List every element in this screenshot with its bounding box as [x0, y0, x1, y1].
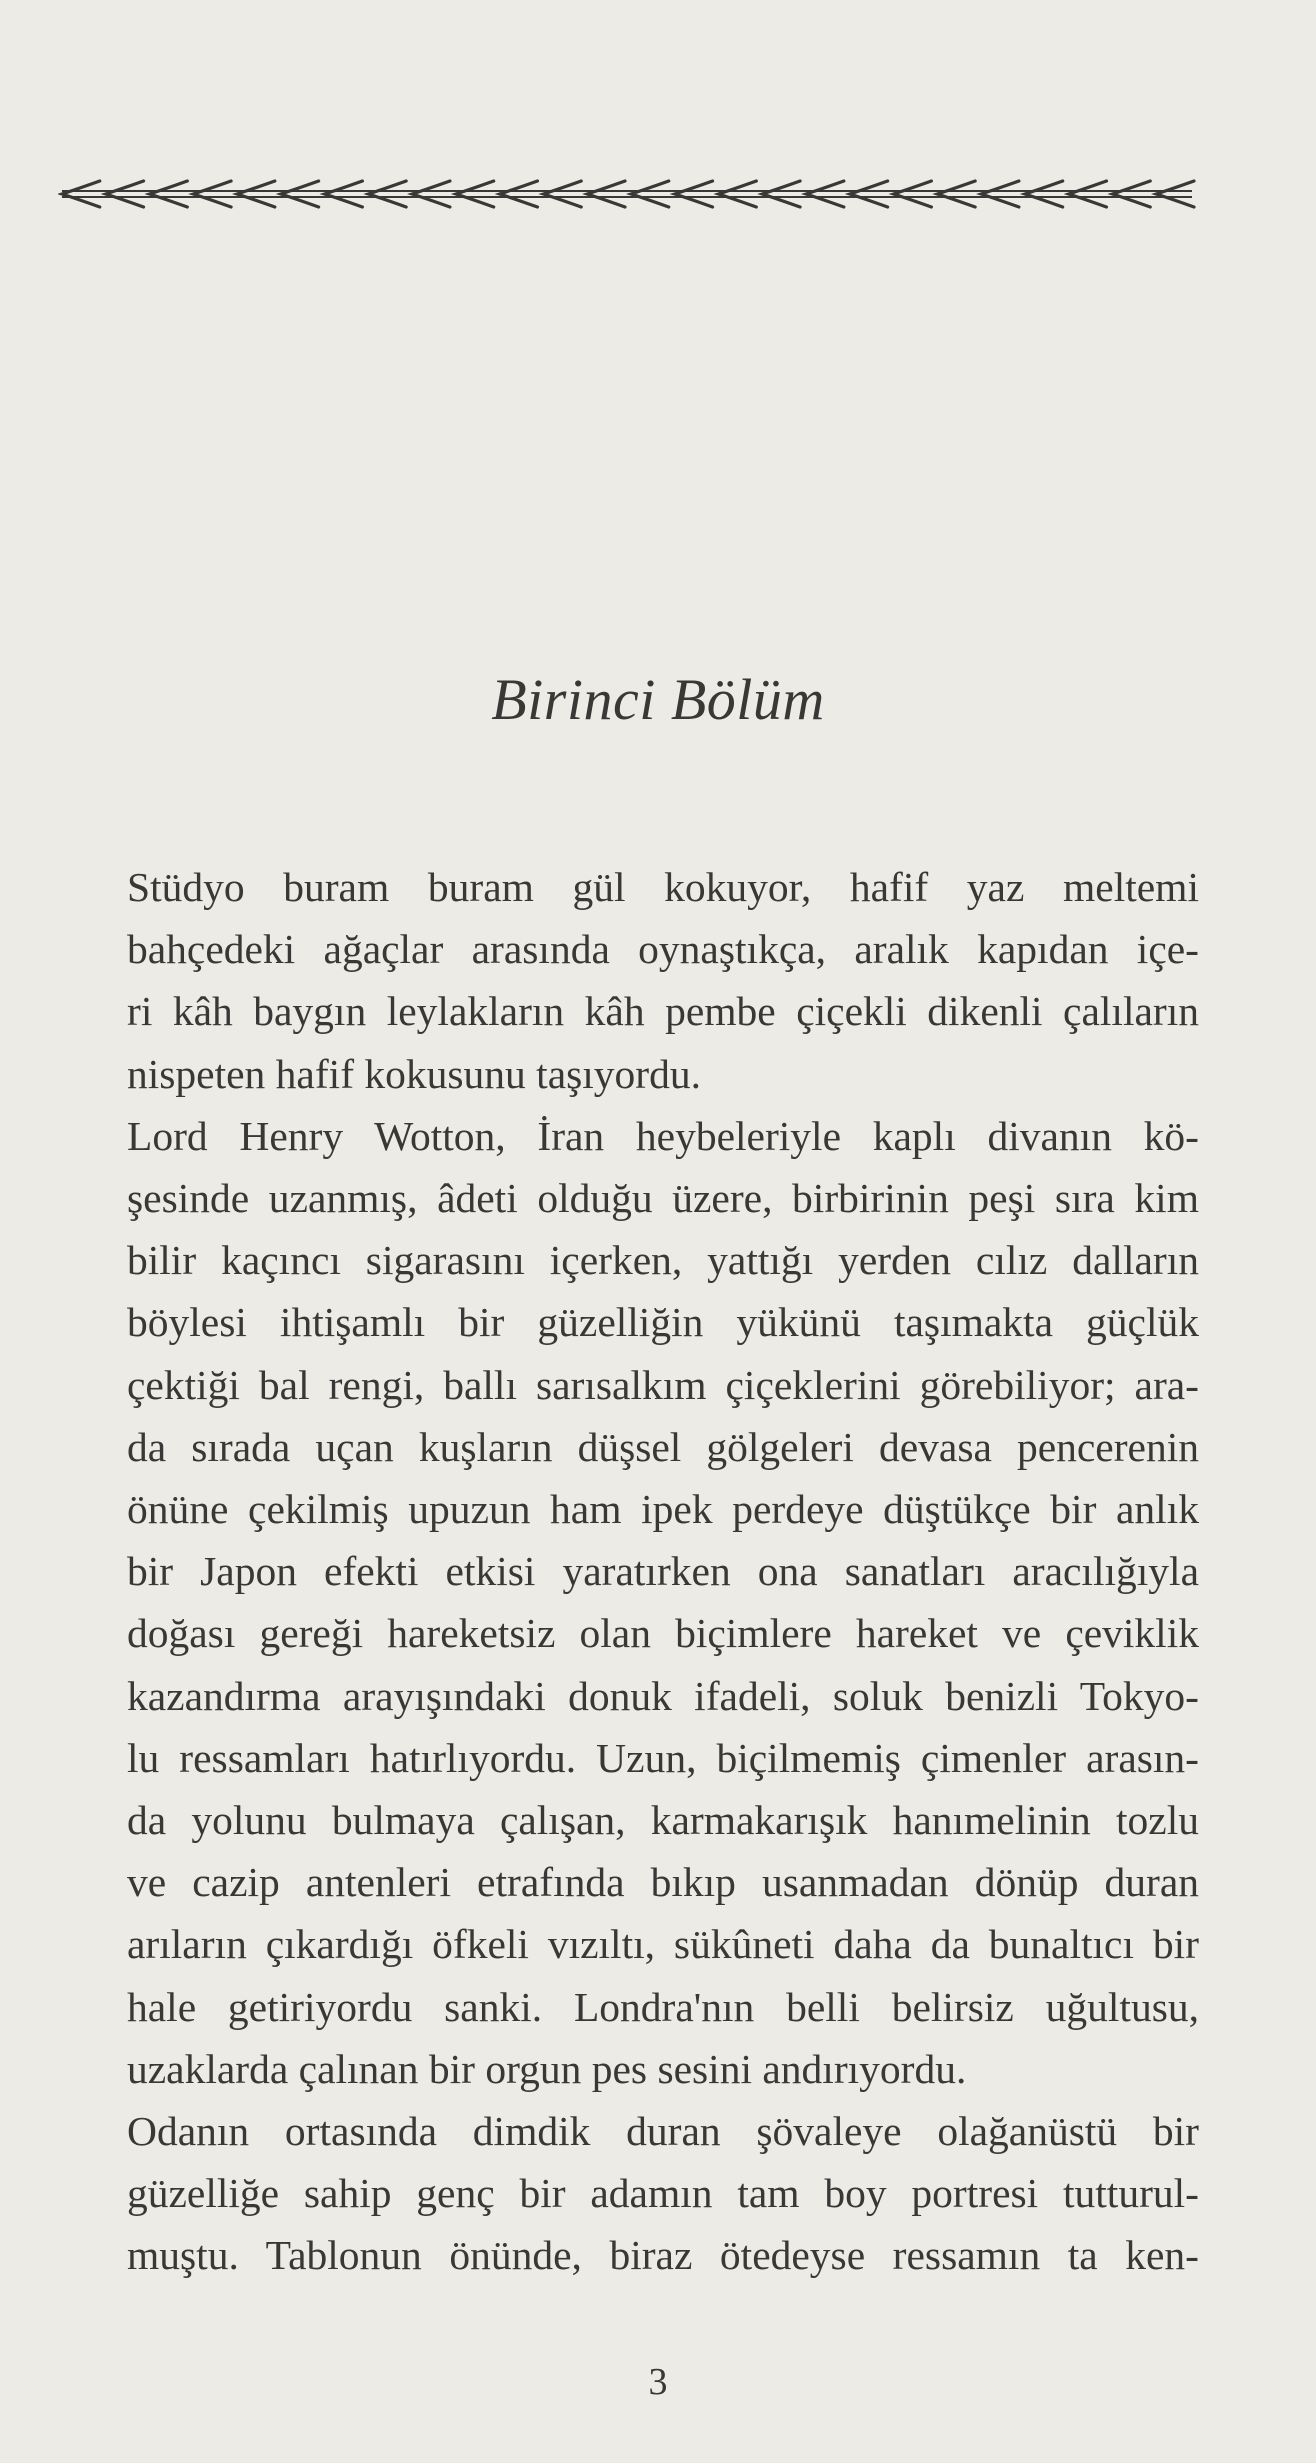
text-line: şesinde uzanmış, âdeti olduğu üzere, birbirinin peşi sıra kim [127, 1175, 1199, 1222]
ornament-chevron [325, 181, 363, 207]
ornament-chevron [631, 181, 669, 207]
ornament-chevron [193, 181, 231, 207]
text-line: da sırada uçan kuşların düşsel gölgeleri devasa pencerenin [127, 1423, 1199, 1470]
body-text [63, 856, 1199, 2287]
ornament-chevron [500, 181, 538, 207]
text-line: arıların çıkardığı öfkeli vızıltı, sükûneti daha da bunaltıcı bir [127, 1921, 1199, 1968]
text-line: lu ressamları hatırlıyordu. Uzun, biçilmemiş çimenler arasın- [127, 1734, 1199, 1781]
page-number: 3 [648, 2361, 668, 2403]
ornament-chevron [937, 181, 975, 207]
text-line: kazandırma arayışındaki donuk ifadeli, soluk benizli Tokyo- [127, 1672, 1199, 1719]
text-line: doğası gereği hareketsiz olan biçimlere hareket ve çeviklik [127, 1610, 1199, 1657]
ornament-chevron [62, 181, 100, 207]
ornament-chevron [543, 181, 581, 207]
ornament-chevron [368, 181, 406, 207]
text-line: bahçedeki ağaçlar arasında oynaştıkça, aralık kapıdan içe- [127, 926, 1199, 973]
text-line: böylesi ihtişamlı bir güzelliğin yükünü taşımakta güçlük [127, 1299, 1199, 1346]
text-line: bilir kaçıncı sigarasını içerken, yattığı yerden cılız dalların [127, 1237, 1199, 1284]
ornament-chevron [587, 181, 625, 207]
ornament-chevron [719, 181, 757, 207]
chapter-title: Birinci Bölüm [491, 667, 825, 732]
ornament-chevron [981, 181, 1019, 207]
paragraph-1 [63, 856, 1199, 1105]
text-line: Stüdyo buram buram gül kokuyor, hafif yaz meltemi [127, 864, 1199, 910]
text-line: ve cazip antenleri etrafında bıkıp usanmadan dönüp duran [127, 1859, 1199, 1906]
text-line: hale getiriyordu sanki. Londra'nın belli belirsiz uğultusu, [127, 1983, 1199, 2030]
ornament-chevron [894, 181, 932, 207]
text-line: muştu. Tablonun önünde, biraz ötedeyse ressamın ta ken- [127, 2232, 1199, 2279]
text-line: bir Japon efekti etkisi yaratırken ona sanatları aracılığıyla [127, 1548, 1199, 1595]
ornament-chevron [237, 181, 275, 207]
ornament-chevron [1025, 181, 1063, 207]
chapter-ornament [58, 176, 1196, 212]
text-line: da yolunu bulmaya çalışan, karmakarışık hanımelinin tozlu [127, 1797, 1199, 1844]
text-line: önüne çekilmiş upuzun ham ipek perdeye düştükçe bir anlık [127, 1486, 1199, 1533]
ornament-chevron [675, 181, 713, 207]
ornament-chevron [281, 181, 319, 207]
text-line: ri kâh baygın leylakların kâh pembe çiçekli dikenli çalıların [127, 988, 1199, 1035]
ornament-chevron [1069, 181, 1107, 207]
text-line: nispeten hafif kokusunu taşıyordu. [127, 1050, 701, 1097]
ornament-chevron [150, 181, 188, 207]
text-line: çektiği bal rengi, ballı sarısalkım çiçeklerini görebiliyor; ara- [127, 1361, 1199, 1408]
paragraph-2 [63, 1105, 1199, 2100]
text-line: Odanın ortasında dimdik duran şövaleye olağanüstü bir [127, 2108, 1199, 2155]
text-line: Lord Henry Wotton, İran heybeleriyle kaplı divanın kö- [127, 1112, 1199, 1159]
ornament-chevron [850, 181, 888, 207]
ornament-chevron [412, 181, 450, 207]
ornament-chevron [1112, 181, 1150, 207]
paragraph-3 [63, 2100, 1199, 2287]
ornament-chevron [806, 181, 844, 207]
ornament-chevron [106, 181, 144, 207]
text-line: güzelliğe sahip genç bir adamın tam boy portresi tutturul- [127, 2170, 1199, 2217]
ornament-chevron [762, 181, 800, 207]
text-line: uzaklarda çalınan bir orgun pes sesini andırıyordu. [127, 2045, 967, 2092]
ornament-chevron [1156, 181, 1194, 207]
ornament-chevron [456, 181, 494, 207]
